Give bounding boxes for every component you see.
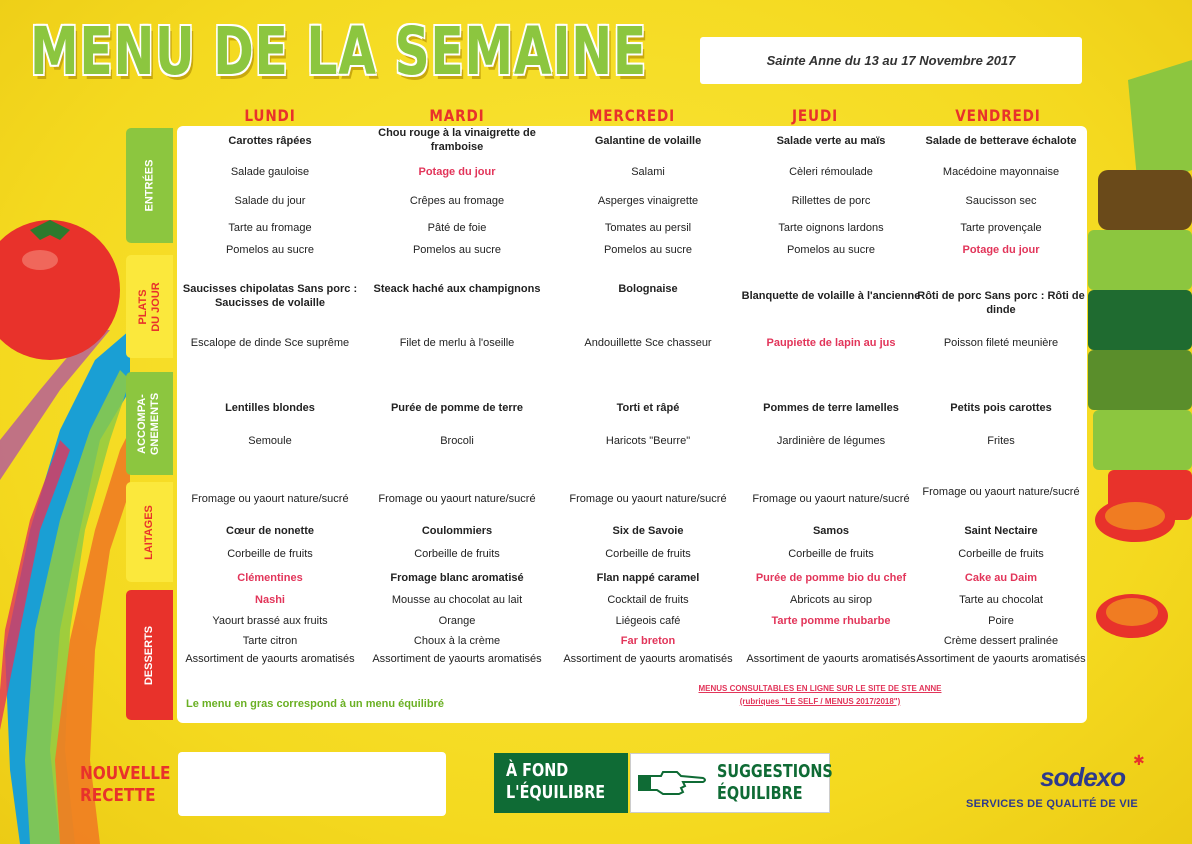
menu-item: Fromage ou yaourt nature/sucré <box>378 493 536 505</box>
menu-item: Salami <box>631 166 665 178</box>
menu-item: Filet de merlu à l'oseille <box>399 337 515 349</box>
date-range: Sainte Anne du 13 au 17 Novembre 2017 <box>766 53 1016 68</box>
menu-item: Corbeille de fruits <box>788 548 874 560</box>
menu-item: Fromage blanc aromatisé <box>390 572 524 584</box>
menu-item: Torti et râpé <box>616 402 680 414</box>
menu-item: Pomelos au sucre <box>412 244 502 256</box>
menu-item: Pommes de terre lamelles <box>763 402 899 414</box>
legend-text: Le menu en gras correspond à un menu équilibré <box>186 698 444 710</box>
category-label: DESSERTS <box>143 625 156 685</box>
menu-item: Cœur de nonette <box>226 525 314 537</box>
menu-item: Orange <box>438 615 476 627</box>
menu-item: Far breton <box>620 635 676 647</box>
day-header-vendredi: VENDREDI <box>955 106 1041 125</box>
menu-item: Asperges vinaigrette <box>597 195 699 207</box>
menu-item: Fromage ou yaourt nature/sucré <box>191 493 349 505</box>
menu-item: Blanquette de volaille à l'ancienne <box>741 290 921 302</box>
subtitle-box <box>700 37 1082 84</box>
menu-item: Nashi <box>255 594 285 606</box>
menu-item: Abricots au sirop <box>790 594 872 606</box>
menu-item: Tarte provençale <box>960 222 1042 234</box>
day-header-lundi: LUNDI <box>244 106 296 125</box>
menu-item: Salade du jour <box>234 195 306 207</box>
menu-item: Six de Savoie <box>612 525 684 537</box>
menu-item: Corbeille de fruits <box>605 548 691 560</box>
menu-item: Assortiment de yaourts aromatisés <box>916 653 1086 665</box>
menu-item: Assortiment de yaourts aromatisés <box>185 653 355 665</box>
menu-item: Corbeille de fruits <box>958 548 1044 560</box>
online-menu-path: (rubriques "LE SELF / MENUS 2017/2018") <box>739 697 901 706</box>
category-label: ACCOMPA- GNEMENTS <box>136 392 162 455</box>
menu-item: Yaourt brassé aux fruits <box>212 615 328 627</box>
star-icon: ✱ <box>1133 752 1145 768</box>
menu-item: Flan nappé caramel <box>596 572 700 584</box>
menu-item: Cake au Daim <box>964 572 1038 584</box>
category-tab-desserts <box>126 590 173 720</box>
menu-item: Poire <box>988 615 1014 627</box>
menu-item: Liégeois café <box>615 615 681 627</box>
online-menu-link[interactable]: MENUS CONSULTABLES EN LIGNE SUR LE SITE DE STE ANNE <box>698 684 942 693</box>
menu-item: Rôti de porc Sans porc : Rôti de dinde <box>917 290 1085 316</box>
menu-item: Tarte citron <box>242 635 298 647</box>
menu-item: Steack haché aux champignons <box>373 283 541 295</box>
nouvelle-recette-box <box>178 752 446 816</box>
menu-item: Assortiment de yaourts aromatisés <box>372 653 542 665</box>
menu-item: Saucisses chipolatas Sans porc : Saucisses de volaille <box>182 283 358 309</box>
menu-item: Saint Nectaire <box>964 525 1038 537</box>
menu-item: Rillettes de porc <box>791 195 871 207</box>
menu-item: Tarte au chocolat <box>959 594 1043 606</box>
menu-item: Fromage ou yaourt nature/sucré <box>922 486 1080 498</box>
a-fond-text: À FOND L'ÉQUILIBRE <box>506 760 606 803</box>
sodexo-logo: sodexo <box>1040 762 1126 792</box>
pointing-hand-icon <box>637 768 707 798</box>
menu-item: Poisson fileté meunière <box>943 337 1059 349</box>
day-header-mercredi: MERCREDI <box>588 106 676 125</box>
suggestions-text: SUGGESTIONS ÉQUILIBRE <box>717 761 833 804</box>
menu-item: Purée de pomme bio du chef <box>755 572 907 584</box>
menu-item: Mousse au chocolat au lait <box>391 594 523 606</box>
menu-item: Saucisson sec <box>965 195 1037 207</box>
menu-item: Frites <box>987 435 1015 447</box>
menu-item: Tomates au persil <box>604 222 692 234</box>
menu-item: Pomelos au sucre <box>225 244 315 256</box>
category-tab-entrees <box>126 128 173 243</box>
carrot-slice-icon <box>1092 586 1172 646</box>
menu-item: Choux à la crème <box>413 635 501 647</box>
menu-item: Salade verte au maïs <box>776 135 886 147</box>
menu-item: Salade gauloise <box>230 166 310 178</box>
menu-item: Jardinière de légumes <box>776 435 886 447</box>
category-label: PLATS DU JOUR <box>136 281 162 332</box>
menu-item: Corbeille de fruits <box>227 548 313 560</box>
menu-item: Petits pois carottes <box>950 402 1052 414</box>
menu-item: Andouillette Sce chasseur <box>584 337 712 349</box>
menu-item: Chou rouge à la vinaigrette de framboise <box>378 127 536 153</box>
tagline: SERVICES DE QUALITÉ DE VIE <box>966 798 1139 810</box>
menu-item: Fromage ou yaourt nature/sucré <box>569 493 727 505</box>
menu-item: Galantine de volaille <box>594 135 702 147</box>
menu-item: Assortiment de yaourts aromatisés <box>746 653 916 665</box>
menu-item: Haricots "Beurre" <box>605 435 691 447</box>
menu-item: Pomelos au sucre <box>603 244 693 256</box>
menu-item: Assortiment de yaourts aromatisés <box>563 653 733 665</box>
menu-item: Purée de pomme de terre <box>390 402 524 414</box>
menu-item: Carottes râpées <box>228 135 312 147</box>
menu-item: Potage du jour <box>418 166 496 178</box>
menu-item: Crème dessert pralinée <box>943 635 1059 647</box>
category-tab-laitages <box>126 482 173 582</box>
menu-item: Cocktail de fruits <box>607 594 689 606</box>
menu-item: Cèleri rémoulade <box>789 166 873 178</box>
carrot-slice-icon <box>1090 490 1180 550</box>
category-label: ENTRÉES <box>143 159 155 212</box>
category-label: LAITAGES <box>143 504 156 560</box>
a-fond-equilibre-badge <box>494 753 628 813</box>
category-tab-plats <box>126 255 173 358</box>
menu-item: Brocoli <box>440 435 474 447</box>
menu-item: Clémentines <box>237 572 303 584</box>
menu-item: Coulommiers <box>421 525 493 537</box>
menu-item: Salade de betterave échalote <box>925 135 1077 147</box>
tomato-icon <box>0 200 130 370</box>
menu-item: Macédoine mayonnaise <box>942 166 1060 178</box>
menu-item: Tarte pomme rhubarbe <box>771 615 891 627</box>
menu-item: Escalope de dinde Sce suprême <box>190 337 350 349</box>
menu-item: Paupiette de lapin au jus <box>766 337 896 349</box>
day-header-jeudi: JEUDI <box>791 106 838 125</box>
menu-item: Fromage ou yaourt nature/sucré <box>752 493 910 505</box>
menu-item: Tarte oignons lardons <box>778 222 884 234</box>
menu-item: Pomelos au sucre <box>786 244 876 256</box>
suggestions-equilibre-badge <box>630 753 833 813</box>
menu-item: Potage du jour <box>962 244 1040 256</box>
menu-item: Corbeille de fruits <box>414 548 500 560</box>
page-title: MENU DE LA SEMAINE <box>30 13 648 90</box>
menu-item: Bolognaise <box>618 283 678 295</box>
nouvelle-recette-label: NOUVELLE RECETTE <box>80 763 171 806</box>
menu-item: Crêpes au fromage <box>409 195 505 207</box>
menu-item: Tarte au fromage <box>228 222 312 234</box>
menu-item: Lentilles blondes <box>225 402 315 414</box>
menu-item: Samos <box>812 525 850 537</box>
category-tab-accompagnements <box>126 372 173 475</box>
day-header-mardi: MARDI <box>429 106 485 125</box>
menu-item: Pâté de foie <box>427 222 487 234</box>
menu-item: Semoule <box>248 435 292 447</box>
